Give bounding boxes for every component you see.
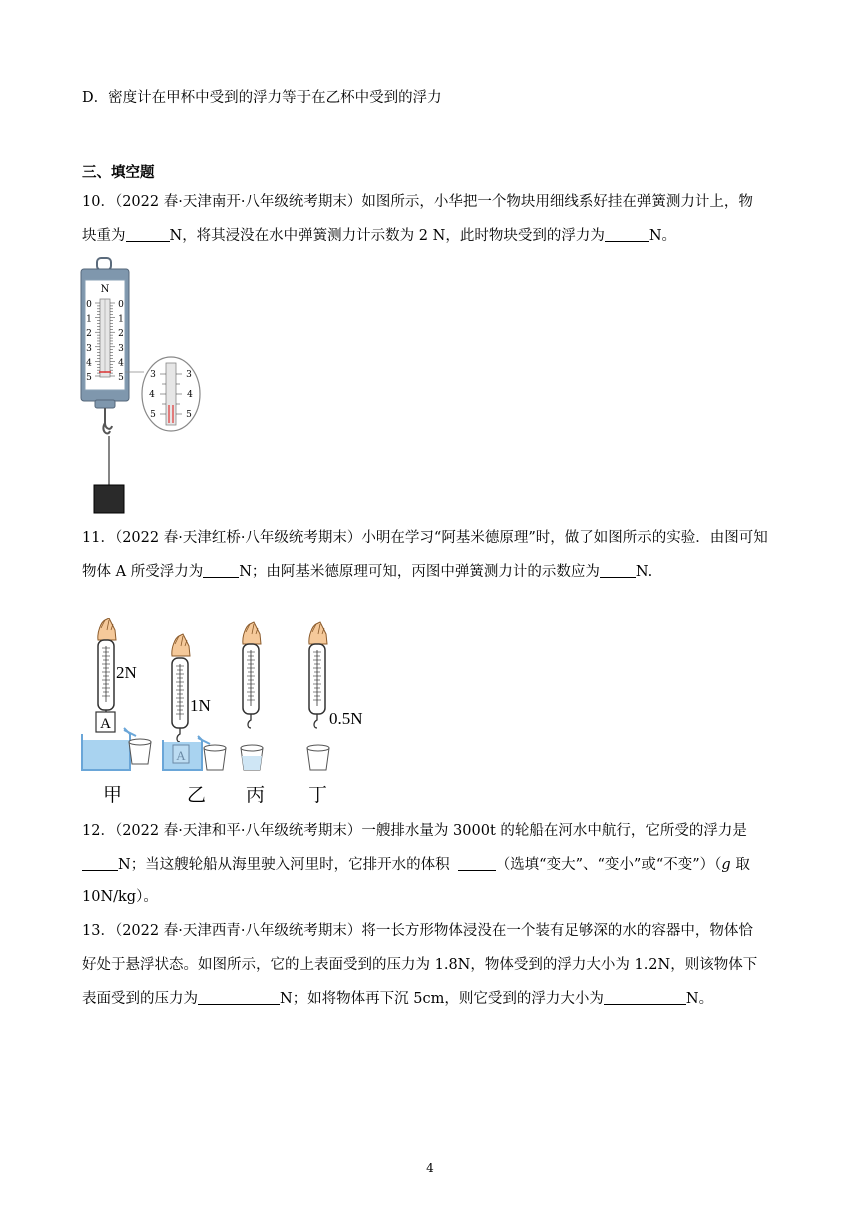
q11-caption-yi: 乙 [187, 784, 207, 806]
q13-text-b: N；如将物体再下沉 5cm，则它受到的浮力大小为 [280, 991, 604, 1007]
q10-block [94, 485, 124, 513]
q11-text-b: N；由阿基米德原理可知，丙图中弹簧测力计的示数应为 [239, 564, 600, 580]
q11-caption-ding: 丁 [308, 784, 328, 806]
q13-blank-1[interactable] [198, 990, 280, 1005]
q10-zoom-l-5: 5 [150, 410, 156, 420]
q12-text-c: 取 [730, 857, 750, 873]
option-d: D．密度计在甲杯中受到的浮力等于在乙杯中受到的浮力 [82, 90, 442, 106]
q10-scale-r-0: 0 [118, 300, 124, 310]
q11-caption-jia: 甲 [103, 784, 123, 806]
q10-blank-1[interactable] [126, 227, 170, 242]
q10-scale-r-2: 2 [118, 329, 124, 340]
q10-scale-r-3: 3 [118, 343, 124, 354]
q10-line1: 10．（2022 春·天津南开·八年级统考期末）如图所示，小华把一个物块用细线系好挂在弹簧测力计上，物 [82, 194, 753, 210]
q10-scale-r-4: 4 [118, 358, 124, 369]
q11-caption-bing: 丙 [246, 784, 266, 806]
q11-text-a: 物体 A 所受浮力为 [82, 564, 204, 580]
q11-text-c: N. [635, 564, 653, 580]
q13-text-c: N。 [685, 991, 714, 1007]
q11-reading-ding: 0.5N [329, 709, 363, 728]
q11-reading-yi: 1N [190, 696, 211, 715]
q10-line2 [82, 226, 676, 246]
q10-text-b: N，将其浸没在水中弹簧测力计示数为 2 N，此时物块受到的浮力为 [169, 228, 605, 244]
section-title: 三、填空题 [82, 164, 155, 181]
q12-blank-2[interactable] [458, 856, 496, 871]
q13-line3 [82, 989, 713, 1009]
q11-blank-1[interactable] [203, 563, 239, 578]
q10-scale-l-0: 0 [86, 300, 92, 310]
q10-zoom-r-5: 5 [186, 410, 192, 420]
q12-text-a: N；当这艘轮船从海里驶入河里时，它排开水的体积 [118, 857, 450, 873]
q10-scale-l-5: 5 [86, 373, 92, 383]
q11-blank-2[interactable] [600, 563, 636, 578]
q10-zoom-r-3: 3 [186, 370, 192, 380]
page-number: 4 [426, 1161, 434, 1175]
q12-line1: 12．（2022 春·天津和平·八年级统考期末）一艘排水量为 3000t 的轮船在河水中航行，它所受的浮力是 [82, 823, 747, 839]
q13-text-a: 表面受到的压力为 [82, 991, 198, 1007]
q11-object-a-submerged: A [176, 748, 186, 763]
q10-text-a: 块重为 [82, 228, 126, 244]
q10-zoom-l-3: 3 [150, 370, 156, 380]
q10-scale-l-1: 1 [86, 314, 92, 325]
q10-spring-scale-figure [80, 255, 210, 517]
q10-zoom-l-4: 4 [149, 390, 155, 400]
q13-blank-2[interactable] [604, 990, 686, 1005]
q11-experiment-figure [80, 618, 400, 776]
q12-blank-1[interactable] [82, 856, 118, 871]
q12-line3: 10N/kg）。 [82, 889, 158, 905]
q11-line1: 11．（2022 春·天津红桥·八年级统考期末）小明在学习“阿基米德原理”时，做了如图所示的实验．由图可知 [82, 530, 768, 546]
q12-line2 [82, 855, 750, 875]
q13-line2: 好处于悬浮状态。如图所示，它的上表面受到的压力为 1.8N，物体受到的浮力大小为 1.2N，则该物体下 [82, 957, 758, 973]
q10-unit-label: N [100, 284, 110, 295]
q10-scale-r-1: 1 [118, 314, 124, 325]
q10-scale-l-2: 2 [86, 329, 92, 340]
q10-zoom-r-4: 4 [187, 390, 193, 400]
q10-scale-l-3: 3 [86, 343, 92, 354]
q10-scale-r-5: 5 [118, 373, 124, 383]
q13-line1: 13．（2022 春·天津西青·八年级统考期末）将一长方形物体浸没在一个装有足够深的水的容器中，物体恰 [82, 923, 753, 939]
q12-text-b: （选填“变大”、“变小”或“不变”）（ [495, 857, 722, 873]
q11-object-a: A [100, 716, 111, 732]
q10-scale-l-4: 4 [86, 358, 92, 369]
q11-line2 [82, 562, 652, 582]
q11-reading-jia: 2N [116, 663, 137, 682]
q10-text-c: N。 [648, 228, 677, 244]
q12-g-symbol: g [721, 857, 731, 873]
q10-blank-2[interactable] [605, 227, 649, 242]
